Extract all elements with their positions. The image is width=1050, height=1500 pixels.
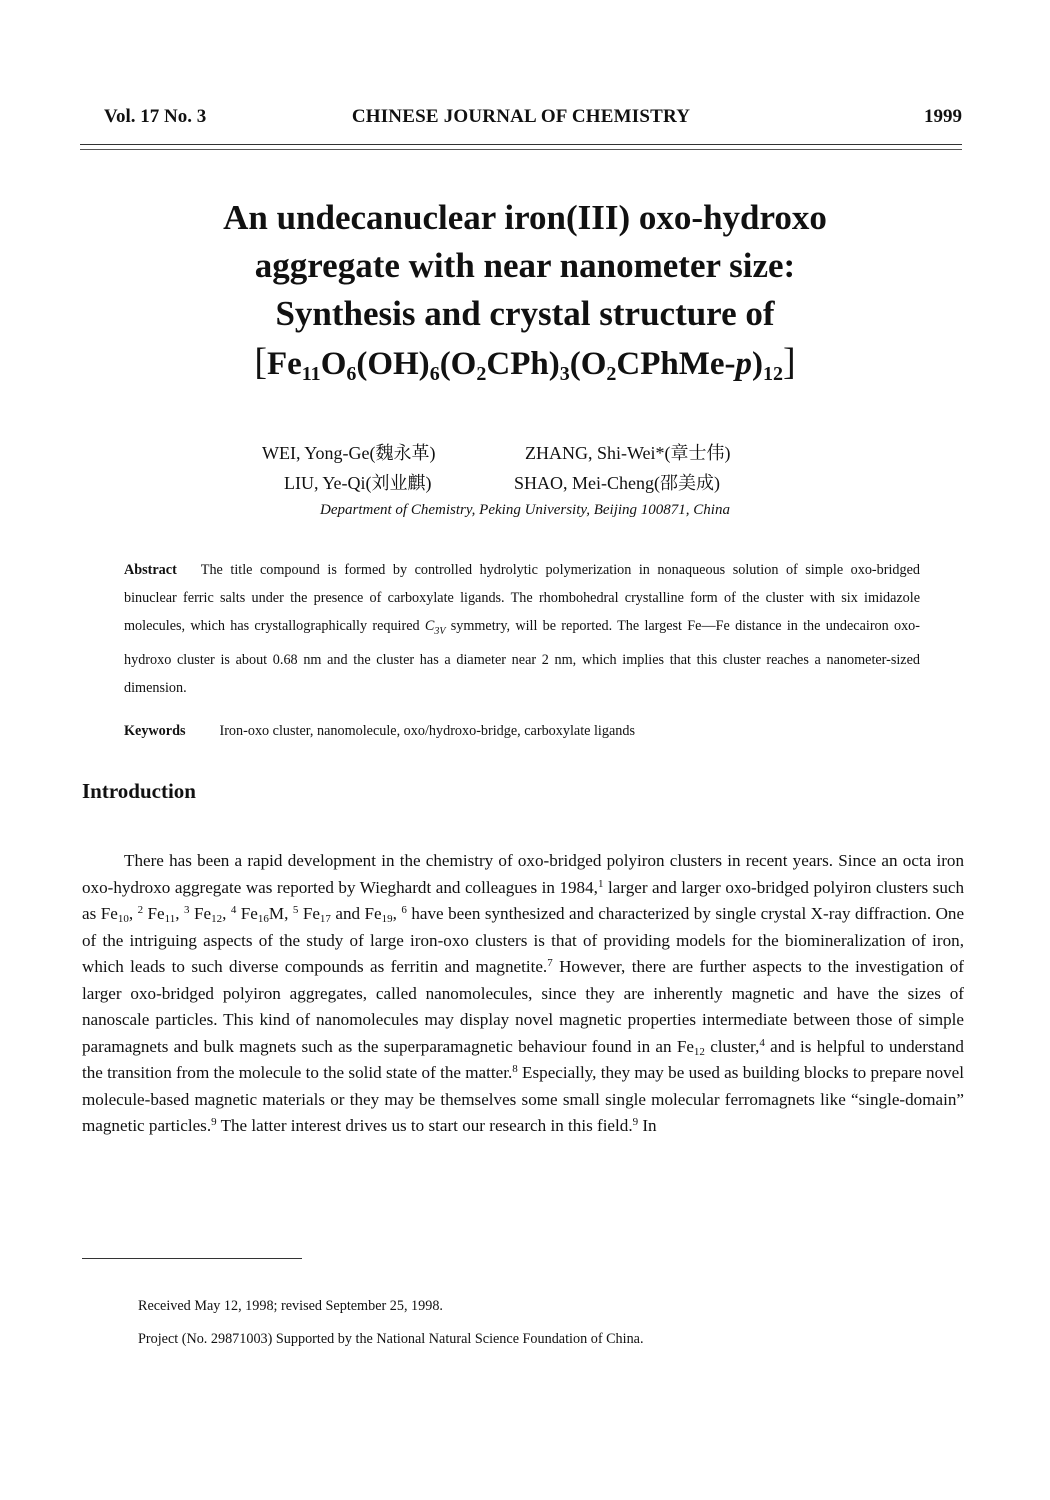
header-rule bbox=[80, 144, 962, 150]
article-title bbox=[120, 194, 930, 388]
abstract-label: Abstract bbox=[124, 562, 177, 578]
footnote-project: Project (No. 29871003) Supported by the National Natural Science Foundation of China. bbox=[138, 1331, 644, 1347]
author-liu: LIU, Ye-Qi(刘业麒) bbox=[284, 473, 432, 493]
footnote-rule bbox=[82, 1258, 302, 1259]
footnotes bbox=[138, 1290, 964, 1356]
author-zhang: ZHANG, Shi-Wei*(章士伟) bbox=[525, 443, 731, 463]
author-shao: SHAO, Mei-Cheng(邵美成) bbox=[514, 473, 720, 493]
keywords-text: Iron-oxo cluster, nanomolecule, oxo/hydroxo-bridge, carboxylate ligands bbox=[219, 723, 635, 739]
title-formula: $[Fe_{11}O_6(OH)_6(O_2CPh)_3(O_2CPhMe-p)_{12}]$ bbox=[254, 341, 796, 385]
section-heading-introduction: Introduction bbox=[82, 779, 196, 803]
keywords-label: Keywords bbox=[124, 723, 186, 739]
volume-issue: Vol. 17 No. 3 bbox=[104, 106, 207, 127]
title-line-2: aggregate with near nanometer size: bbox=[254, 246, 796, 285]
affiliation: Department of Chemistry, Peking University, Beijing 100871, China bbox=[320, 502, 730, 518]
year: 1999 bbox=[924, 106, 962, 127]
author-wei: WEI, Yong-Ge(魏永革) bbox=[262, 443, 436, 463]
paragraph: There has been a rapid development in the chemistry of oxo-bridged polyiron clusters in recent years. Since an octa iron oxo-hydroxo aggregate was reported by Wieghardt and colleagues in 1984,$^1$ larger and larger oxo-bridged polyiron clusters such as $Fe_{10}$, $^2$ $Fe_{11}$, $^3$ $Fe_{12}$, $^4$ $Fe_{16}M$, $^5$ $Fe_{17}$ and $Fe_{19}$, $^6$ have been synthesized and characterized by single crystal X-ray diffraction. One of the intriguing aspects of the study of large iron-oxo clusters is that of providing models for the biomineralization of iron, which leads to such diverse compounds as ferritin and magnetite.$^7$ However, there are further aspects to the investigation of larger oxo-bridged polyiron aggregates, called nanomolecules, since they are inherently magnetic and have the sizes of nanoscale particles. This kind of nanomolecules may display novel magnetic properties intermediate between those of simple paramagnets and bulk magnets such as the superparamagnetic behaviour found in an $Fe_{12}$ cluster,$^4$ and is helpful to understand the transition from the molecule to the solid state of the matter.$^8$ Especially, they may be used as building blocks to prepare novel molecule-based magnetic materials or they may be themselves some small single molecular ferromagnets like “single-domain” magnetic particles.$^9$ The latter interest drives us to start our research in this field.$^9$ In bbox=[82, 851, 965, 1135]
title-line-3: Synthesis and crystal structure of bbox=[275, 294, 775, 333]
running-header bbox=[80, 106, 962, 136]
abstract: Abstract The title compound is formed by controlled hydrolytic polymerization in nonaqueous solution of simple oxo-bridged binuclear ferric salts under the presence of carboxylate ligands. The rhombohedral crystalline form of the cluster with six imidazole molecules, which has crystallographically required $C_{3V}$ symmetry, will be reported. The largest Fe—Fe distance in the undecairon oxo-hydroxo cluster is about 0.68 nm and the cluster has a diameter near 2 nm, which implies that this cluster reaches a nanometer-sized dimension. bbox=[124, 562, 920, 696]
title-line-1: An undecanuclear iron(III) oxo-hydroxo bbox=[223, 198, 827, 237]
footnote-received: Received May 12, 1998; revised September 25, 1998. bbox=[138, 1298, 443, 1314]
introduction-body bbox=[82, 848, 964, 1140]
journal-name: CHINESE JOURNAL OF CHEMISTRY bbox=[351, 106, 691, 127]
keywords bbox=[124, 723, 920, 740]
author-list bbox=[0, 438, 1050, 498]
